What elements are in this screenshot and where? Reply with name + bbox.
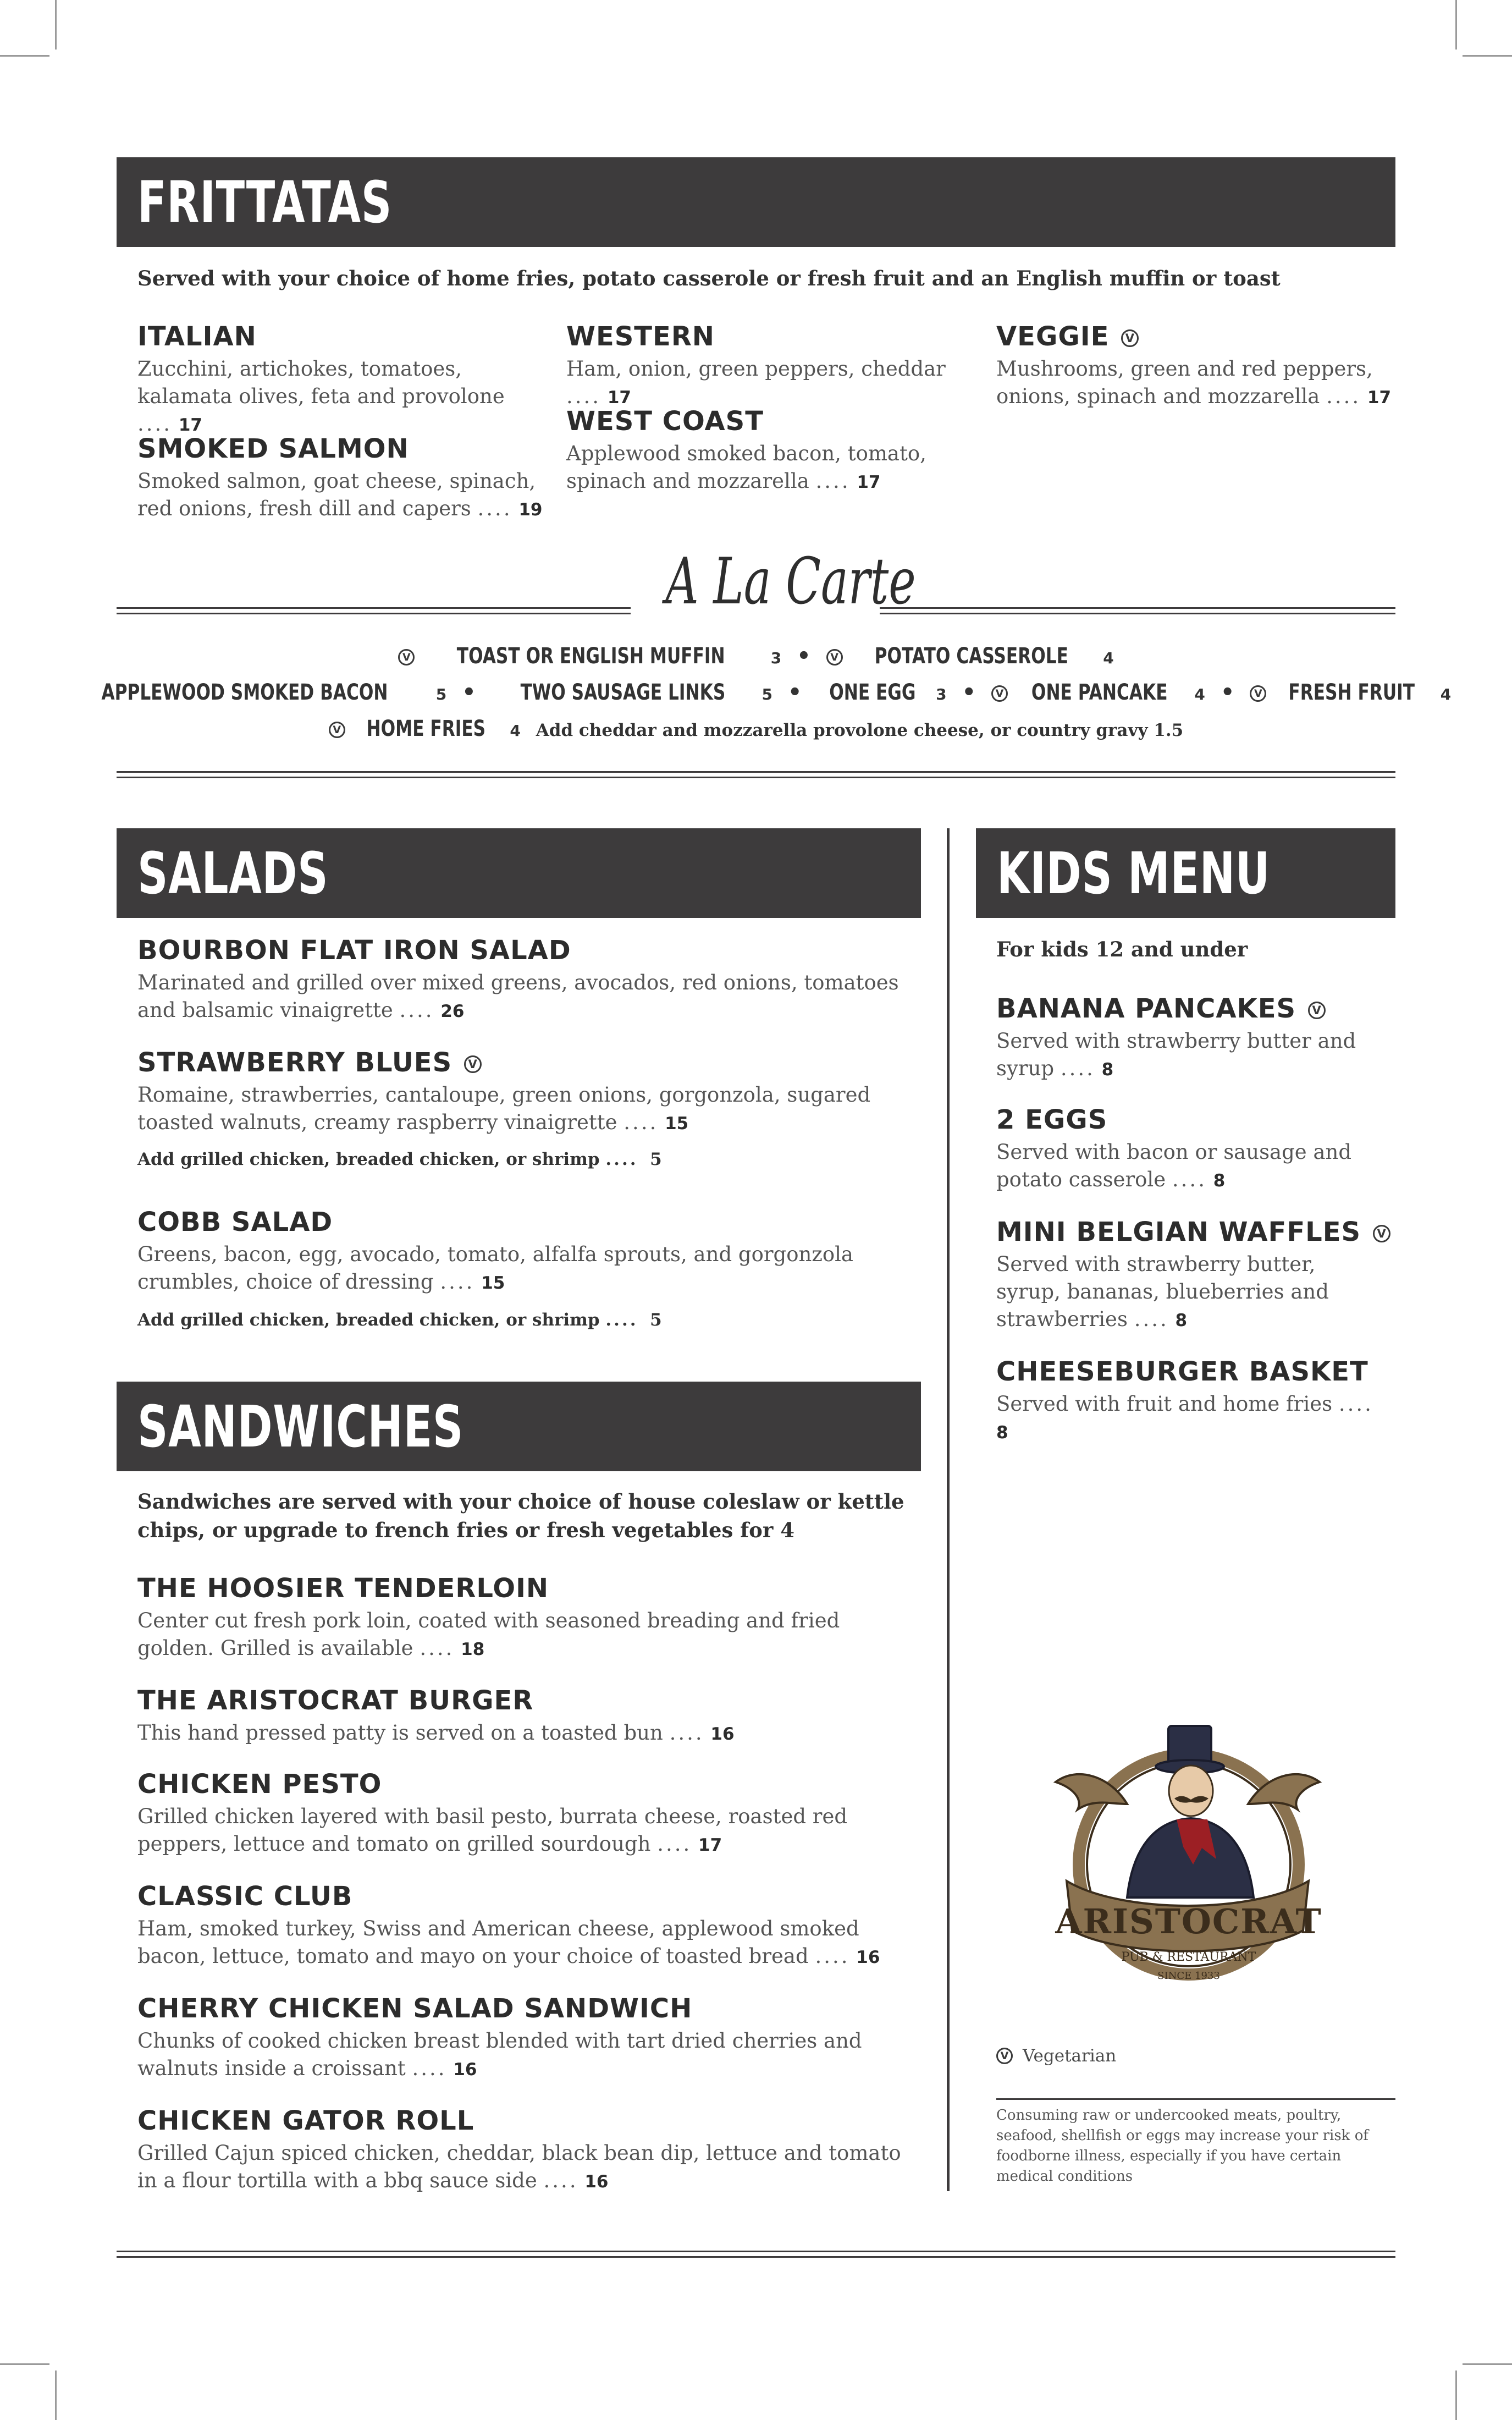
item-price: 17 [857,472,881,492]
sandwiches-title: SANDWICHES [137,1393,464,1460]
crop-mark [0,2363,49,2365]
menu-item-2-eggs [996,1103,1381,1195]
a-la-carte-item-price: 4 [510,722,521,740]
addon-price: 5 [650,1150,662,1169]
sandwiches-header [117,1382,921,1471]
item-price: 16 [584,2172,609,2192]
frittatas-intro: Served with your choice of home fries, potato casserole or fresh fruit and an English muffin or toast [137,266,1281,290]
a-la-carte-item-price: 5 [761,685,772,703]
menu-item-classic-club [137,1880,907,1971]
separator-dot: • [962,680,976,705]
menu-item-bourbon-flat-iron [137,934,907,1025]
item-desc: Ham, onion, green peppers, cheddar .... 17 [566,357,946,408]
item-desc: Mushrooms, green and red peppers, onions, spinach and mozzarella .... 17 [996,357,1392,408]
menu-item-veggie [996,320,1398,411]
crop-mark [1463,55,1512,57]
item-price: 17 [607,388,631,408]
vegetarian-icon: V [398,649,415,666]
item-price: 19 [518,500,543,520]
a-la-carte-note: Add cheddar and mozzarella provolone cheese, or country gravy 1.5 [536,721,1184,740]
a-la-carte-item-price: 4 [1103,649,1114,667]
item-name: CHICKEN PESTO [137,1769,382,1800]
separator-dot: • [462,680,476,705]
item-desc: Grilled chicken layered with basil pesto, burrata cheese, roasted red peppers, lettuce and tomato on grilled sourdough .... 17 [137,1805,848,1856]
item-price: 18 [461,1640,485,1659]
menu-item-chicken-gator-roll [137,2104,907,2196]
logo-subtitle: PUB & RESTAURANT [1121,1950,1256,1964]
item-name: CLASSIC CLUB [137,1881,353,1912]
separator-dot: • [1220,680,1235,705]
item-price: 8 [1213,1171,1226,1191]
separator-dot: • [787,680,802,705]
salad-addon: Add grilled chicken, breaded chicken, or shrimp .... 5 [137,1150,662,1169]
item-name: SMOKED SALMON [137,433,409,464]
menu-item-mini-belgian-waffles [996,1216,1387,1334]
item-name: STRAWBERRY BLUES V [137,1046,907,1079]
a-la-carte-item-name: HOME FRIES [366,716,485,741]
crop-mark [1455,2370,1457,2420]
crop-mark [1463,2363,1512,2365]
item-price: 26 [440,1002,465,1021]
a-la-carte-title: A La Carte [665,544,916,619]
item-name: CHERRY CHICKEN SALAD SANDWICH [137,1993,693,2024]
item-name: MINI BELGIAN WAFFLES V [996,1216,1381,1248]
a-la-carte-item-price: 4 [1440,685,1452,703]
a-la-carte-item-price: 5 [435,685,447,703]
menu-item-hoosier-tenderloin [137,1572,907,1663]
item-desc: Ham, smoked turkey, Swiss and American cheese, applewood smoked bacon, lettuce, tomato and mayo on your choice of toasted bread .... 16 [137,1917,880,1968]
item-desc: Smoked salmon, goat cheese, spinach, red onions, fresh dill and capers .... 19 [137,469,543,520]
a-la-carte-item-name: ONE EGG [829,680,916,705]
item-name: CHICKEN GATOR ROLL [137,2105,474,2136]
menu-item-cheeseburger-basket [996,1355,1381,1447]
a-la-carte-item-name: POTATO CASSEROLE [874,644,1068,669]
addon-price: 5 [650,1310,662,1330]
a-la-carte-item-name: TWO SAUSAGE LINKS [520,680,725,705]
item-name: ITALIAN [137,321,257,352]
item-desc: This hand pressed patty is served on a toasted bun .... 16 [137,1721,735,1745]
item-desc: Greens, bacon, egg, avocado, tomato, alfalfa sprouts, and gorgonzola crumbles, choice of dressing .... 15 [137,1242,853,1294]
kids-menu-header [976,828,1395,918]
a-la-carte-item-name: TOAST OR ENGLISH MUFFIN [457,644,725,669]
item-name: BOURBON FLAT IRON SALAD [137,935,571,966]
item-name: CHEESEBURGER BASKET [996,1356,1368,1387]
menu-item-strawberry-blues [137,1046,907,1137]
vegetarian-icon: V [1121,329,1139,347]
item-desc: Grilled Cajun spiced chicken, cheddar, black bean dip, lettuce and tomato in a flour tortilla with a bbq sauce side .... 16 [137,2141,901,2192]
vegetarian-icon: V [1250,685,1266,702]
vegetarian-icon: V [1308,1002,1326,1019]
vegetarian-legend [996,2046,1116,2066]
column-divider [947,828,950,2191]
legend-label: Vegetarian [1023,2046,1117,2066]
salads-header [117,828,921,918]
menu-item-banana-pancakes [996,992,1381,1084]
a-la-carte-row-2 [0,680,1512,705]
vegetarian-icon: V [996,2048,1013,2064]
item-price: 15 [665,1114,689,1134]
vegetarian-icon: V [1373,1225,1390,1242]
menu-item-chicken-pesto [137,1768,907,1859]
vegetarian-icon: V [991,685,1008,702]
sandwiches-intro: Sandwiches are served with your choice of house coleslaw or kettle chips, or upgrade to french fries or fresh vegetables for 4 [137,1489,904,1542]
item-price: 16 [856,1948,880,1967]
a-la-carte-item-name: FRESH FRUIT [1288,680,1415,705]
divider [880,607,1395,614]
divider [117,607,631,614]
logo-since: SINCE 1933 [1157,1970,1220,1982]
a-la-carte-row-1 [0,644,1512,669]
vegetarian-icon: V [464,1055,482,1073]
kids-menu-title: KIDS MENU [997,839,1271,907]
item-name: VEGGIE V [996,320,1398,353]
item-name: WESTERN [566,321,715,352]
vegetarian-icon: V [826,649,843,666]
frittatas-header [117,157,1395,247]
logo-text: ARISTOCRAT [1055,1901,1322,1942]
menu-item-aristocrat-burger [137,1684,907,1748]
item-price: 8 [1101,1060,1114,1080]
a-la-carte-item-price: 3 [936,685,947,703]
divider [117,771,1395,778]
menu-item-italian [137,320,544,439]
a-la-carte-row-3 [0,716,1512,741]
a-la-carte-item-price: 3 [770,649,782,667]
item-desc: Applewood smoked bacon, tomato, spinach and mozzarella .... 17 [566,442,926,493]
item-desc: Served with strawberry butter and syrup .... 8 [996,1029,1356,1080]
item-desc: Chunks of cooked chicken breast blended with tart dried cherries and walnuts inside a croissant .... 16 [137,2029,862,2080]
item-name: COBB SALAD [137,1207,333,1238]
a-la-carte-item-price: 4 [1194,685,1205,703]
crop-mark [55,0,57,50]
menu-item-western [566,320,973,411]
item-desc: Served with fruit and home fries .... 8 [996,1392,1373,1443]
logo-face [1169,1766,1213,1816]
a-la-carte-item-name: APPLEWOOD SMOKED BACON [101,680,388,705]
kids-intro: For kids 12 and under [996,937,1248,961]
crop-mark [0,55,49,57]
separator-dot: • [797,644,811,669]
menu-item-cherry-chicken-salad [137,1992,907,2083]
menu-item-smoked-salmon [137,432,544,524]
a-la-carte-item-name: ONE PANCAKE [1031,680,1168,705]
crop-mark [55,2370,57,2420]
item-desc: Center cut fresh pork loin, coated with seasoned breading and fried golden. Grilled is available .... 18 [137,1609,840,1660]
disclaimer: Consuming raw or undercooked meats, poultry, seafood, shellfish or eggs may increase your risk of foodborne illness, especially if you have certain medical conditions [996,2107,1368,2185]
item-price: 16 [453,2060,477,2080]
item-name: WEST COAST [566,406,764,437]
frittatas-title: FRITTATAS [137,168,393,236]
item-price: 8 [996,1423,1008,1443]
vegetarian-icon: V [329,722,345,738]
item-price: 8 [1175,1311,1188,1330]
menu-item-cobb-salad [137,1206,907,1297]
item-desc: Zucchini, artichokes, tomatoes, kalamata olives, feta and provolone .... 17 [137,357,505,436]
item-name: THE HOOSIER TENDERLOIN [137,1573,549,1604]
menu-item-west-coast [566,405,973,496]
item-price: 17 [698,1835,722,1855]
item-desc: Marinated and grilled over mixed greens, avocados, red onions, tomatoes and balsamic vinaigrette .... 26 [137,971,899,1022]
aristocrat-logo [1045,1716,1331,2002]
item-price: 17 [178,415,202,435]
item-name: THE ARISTOCRAT BURGER [137,1685,534,1716]
item-price: 15 [481,1273,505,1293]
salad-addon: Add grilled chicken, breaded chicken, or shrimp .... 5 [137,1310,662,1330]
item-desc: Served with bacon or sausage and potato casserole .... 8 [996,1140,1352,1191]
bottom-divider [117,2251,1395,2258]
salads-title: SALADS [137,839,329,907]
item-desc: Served with strawberry butter, syrup, bananas, blueberries and strawberries .... 8 [996,1252,1329,1331]
item-name: BANANA PANCAKES V [996,992,1381,1025]
crop-mark [1455,0,1457,50]
item-desc: Romaine, strawberries, cantaloupe, green onions, gorgonzola, sugared toasted walnuts, creamy raspberry vinaigrette .... 15 [137,1083,871,1134]
item-price: 16 [710,1724,735,1744]
disclaimer-rule [996,2098,1395,2100]
item-name: 2 EGGS [996,1104,1108,1135]
item-price: 17 [1367,388,1392,408]
